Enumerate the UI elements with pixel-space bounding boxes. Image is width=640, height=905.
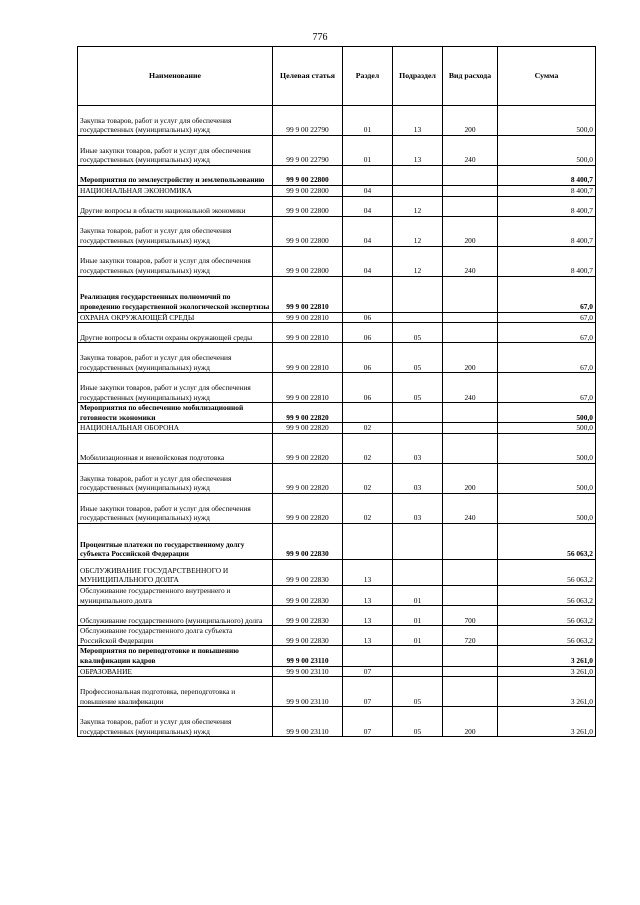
row-section: 13 <box>343 626 393 646</box>
table-row <box>78 707 596 737</box>
header-expense-type: Вид расхода <box>443 47 498 106</box>
row-subsection <box>393 276 443 312</box>
row-section: 02 <box>343 463 393 493</box>
row-section: 13 <box>343 559 393 585</box>
row-target: 99 9 00 22830 <box>273 523 343 559</box>
row-expense-type <box>443 186 498 197</box>
row-subsection: 03 <box>393 493 443 523</box>
row-section: 13 <box>343 606 393 626</box>
row-target: 99 9 00 22810 <box>273 343 343 373</box>
table-row <box>78 666 596 677</box>
row-section <box>343 523 393 559</box>
row-subsection: 05 <box>393 343 443 373</box>
table-row <box>78 196 596 216</box>
row-name: Мероприятия по обеспечению мобилизационной готовности экономики <box>78 403 273 423</box>
row-name: Закупка товаров, работ и услуг для обеспечения государственных (муниципальных) нужд <box>78 216 273 246</box>
row-section: 01 <box>343 136 393 166</box>
row-expense-type <box>443 666 498 677</box>
row-expense-type <box>443 585 498 605</box>
table-row <box>78 276 596 312</box>
row-name: Иные закупки товаров, работ и услуг для обеспечения государственных (муниципальных) нужд <box>78 493 273 523</box>
row-name: Другие вопросы в области охраны окружающей среды <box>78 323 273 343</box>
table-row <box>78 646 596 666</box>
table-row <box>78 373 596 403</box>
row-target: 99 9 00 22820 <box>273 423 343 434</box>
header-name: Наименование <box>78 47 273 106</box>
row-name: Иные закупки товаров, работ и услуг для обеспечения государственных (муниципальных) нужд <box>78 136 273 166</box>
row-subsection <box>393 646 443 666</box>
row-target: 99 9 00 22830 <box>273 606 343 626</box>
row-name: Закупка товаров, работ и услуг для обеспечения государственных (муниципальных) нужд <box>78 707 273 737</box>
row-subsection <box>393 403 443 423</box>
row-expense-type <box>443 559 498 585</box>
row-expense-type: 200 <box>443 106 498 136</box>
row-amount: 56 063,2 <box>498 585 596 605</box>
row-subsection: 03 <box>393 433 443 463</box>
row-section: 06 <box>343 343 393 373</box>
table-row <box>78 343 596 373</box>
row-expense-type: 200 <box>443 707 498 737</box>
row-name: Реализация государственных полномочий по проведению государственной экологической экспертизы <box>78 276 273 312</box>
row-name: Мероприятия по переподготовке и повышению квалификации кадров <box>78 646 273 666</box>
row-subsection <box>393 166 443 186</box>
budget-table <box>77 46 596 737</box>
row-section <box>343 276 393 312</box>
table-row <box>78 403 596 423</box>
row-expense-type: 700 <box>443 606 498 626</box>
row-expense-type <box>443 433 498 463</box>
row-section: 02 <box>343 433 393 463</box>
row-amount: 8 400,7 <box>498 186 596 197</box>
row-section <box>343 646 393 666</box>
row-expense-type <box>443 523 498 559</box>
row-amount: 500,0 <box>498 433 596 463</box>
row-target: 99 9 00 23110 <box>273 707 343 737</box>
row-section <box>343 403 393 423</box>
row-name: Профессиональная подготовка, переподготовка и повышение квалификации <box>78 677 273 707</box>
row-section: 01 <box>343 106 393 136</box>
row-subsection <box>393 523 443 559</box>
table-row <box>78 312 596 323</box>
row-amount: 3 261,0 <box>498 677 596 707</box>
row-expense-type: 200 <box>443 343 498 373</box>
row-subsection <box>393 559 443 585</box>
row-target: 99 9 00 22810 <box>273 312 343 323</box>
row-expense-type <box>443 276 498 312</box>
row-amount: 67,0 <box>498 312 596 323</box>
row-amount: 67,0 <box>498 276 596 312</box>
row-target: 99 9 00 22820 <box>273 403 343 423</box>
table-row <box>78 493 596 523</box>
row-name: ОБСЛУЖИВАНИЕ ГОСУДАРСТВЕННОГО И МУНИЦИПАЛЬНОГО ДОЛГА <box>78 559 273 585</box>
row-target: 99 9 00 22810 <box>273 276 343 312</box>
row-subsection: 01 <box>393 606 443 626</box>
row-amount: 500,0 <box>498 403 596 423</box>
row-amount: 56 063,2 <box>498 523 596 559</box>
header-section: Раздел <box>343 47 393 106</box>
row-expense-type <box>443 677 498 707</box>
row-subsection: 01 <box>393 626 443 646</box>
row-amount: 8 400,7 <box>498 216 596 246</box>
table-row <box>78 626 596 646</box>
table-body <box>78 106 596 737</box>
row-section: 06 <box>343 312 393 323</box>
table-row <box>78 136 596 166</box>
row-subsection: 05 <box>393 677 443 707</box>
table-row <box>78 433 596 463</box>
row-name: Процентные платежи по государственному долгу субъекта Российской Федерации <box>78 523 273 559</box>
row-name: Мобилизационная и вневойсковая подготовка <box>78 433 273 463</box>
table-row <box>78 186 596 197</box>
row-expense-type: 240 <box>443 136 498 166</box>
table-row <box>78 106 596 136</box>
table-row <box>78 166 596 186</box>
table-row <box>78 523 596 559</box>
row-target: 99 9 00 22800 <box>273 196 343 216</box>
row-amount: 500,0 <box>498 106 596 136</box>
row-target: 99 9 00 22820 <box>273 463 343 493</box>
row-section: 04 <box>343 246 393 276</box>
row-amount: 67,0 <box>498 343 596 373</box>
row-name: Мероприятия по землеустройству и землепользованию <box>78 166 273 186</box>
row-target: 99 9 00 22800 <box>273 166 343 186</box>
row-amount: 500,0 <box>498 136 596 166</box>
row-amount: 500,0 <box>498 493 596 523</box>
row-name: НАЦИОНАЛЬНАЯ ОБОРОНА <box>78 423 273 434</box>
row-target: 99 9 00 22820 <box>273 433 343 463</box>
row-section: 06 <box>343 323 393 343</box>
row-target: 99 9 00 23110 <box>273 646 343 666</box>
row-amount: 3 261,0 <box>498 707 596 737</box>
row-target: 99 9 00 22800 <box>273 216 343 246</box>
row-name: ОХРАНА ОКРУЖАЮЩЕЙ СРЕДЫ <box>78 312 273 323</box>
row-amount: 500,0 <box>498 423 596 434</box>
row-subsection: 12 <box>393 196 443 216</box>
row-expense-type: 240 <box>443 373 498 403</box>
row-name: Обслуживание государственного (муниципального) долга <box>78 606 273 626</box>
row-expense-type: 240 <box>443 246 498 276</box>
row-name: НАЦИОНАЛЬНАЯ ЭКОНОМИКА <box>78 186 273 197</box>
row-subsection: 13 <box>393 136 443 166</box>
row-section: 02 <box>343 493 393 523</box>
row-amount: 8 400,7 <box>498 196 596 216</box>
row-amount: 67,0 <box>498 323 596 343</box>
row-section: 04 <box>343 186 393 197</box>
table-row <box>78 423 596 434</box>
row-name: Иные закупки товаров, работ и услуг для обеспечения государственных (муниципальных) нужд <box>78 246 273 276</box>
row-name: Закупка товаров, работ и услуг для обеспечения государственных (муниципальных) нужд <box>78 106 273 136</box>
row-amount: 3 261,0 <box>498 646 596 666</box>
row-amount: 8 400,7 <box>498 246 596 276</box>
row-target: 99 9 00 22790 <box>273 106 343 136</box>
row-amount: 56 063,2 <box>498 606 596 626</box>
row-amount: 500,0 <box>498 463 596 493</box>
row-name: Закупка товаров, работ и услуг для обеспечения государственных (муниципальных) нужд <box>78 343 273 373</box>
page-number: 776 <box>312 32 328 43</box>
row-section: 04 <box>343 216 393 246</box>
row-expense-type: 200 <box>443 463 498 493</box>
row-subsection <box>393 186 443 197</box>
row-subsection: 05 <box>393 373 443 403</box>
row-expense-type: 720 <box>443 626 498 646</box>
table-row <box>78 463 596 493</box>
row-target: 99 9 00 23110 <box>273 666 343 677</box>
row-expense-type <box>443 196 498 216</box>
row-expense-type: 200 <box>443 216 498 246</box>
row-target: 99 9 00 22820 <box>273 493 343 523</box>
row-name: Обслуживание государственного внутреннего и муниципального долга <box>78 585 273 605</box>
row-subsection <box>393 423 443 434</box>
row-target: 99 9 00 22800 <box>273 246 343 276</box>
row-amount: 67,0 <box>498 373 596 403</box>
row-target: 99 9 00 22810 <box>273 323 343 343</box>
row-section: 07 <box>343 666 393 677</box>
row-target: 99 9 00 22800 <box>273 186 343 197</box>
row-subsection: 12 <box>393 216 443 246</box>
row-name: Иные закупки товаров, работ и услуг для обеспечения государственных (муниципальных) нужд <box>78 373 273 403</box>
table-row <box>78 677 596 707</box>
row-subsection <box>393 312 443 323</box>
table-row <box>78 246 596 276</box>
table-header-row <box>78 47 596 106</box>
row-subsection: 01 <box>393 585 443 605</box>
row-expense-type <box>443 312 498 323</box>
table-row <box>78 606 596 626</box>
row-expense-type <box>443 166 498 186</box>
row-subsection <box>393 666 443 677</box>
row-target: 99 9 00 22830 <box>273 585 343 605</box>
row-section: 06 <box>343 373 393 403</box>
row-target: 99 9 00 23110 <box>273 677 343 707</box>
row-amount: 3 261,0 <box>498 666 596 677</box>
row-target: 99 9 00 22830 <box>273 559 343 585</box>
row-section: 13 <box>343 585 393 605</box>
row-target: 99 9 00 22810 <box>273 373 343 403</box>
row-subsection: 03 <box>393 463 443 493</box>
row-section: 04 <box>343 196 393 216</box>
row-section: 07 <box>343 707 393 737</box>
row-expense-type: 240 <box>443 493 498 523</box>
header-target: Целевая статья <box>273 47 343 106</box>
row-name: Другие вопросы в области национальной экономики <box>78 196 273 216</box>
row-section: 07 <box>343 677 393 707</box>
row-name: Закупка товаров, работ и услуг для обеспечения государственных (муниципальных) нужд <box>78 463 273 493</box>
row-subsection: 13 <box>393 106 443 136</box>
table-row <box>78 323 596 343</box>
table-row <box>78 559 596 585</box>
row-expense-type <box>443 423 498 434</box>
row-expense-type <box>443 323 498 343</box>
row-expense-type <box>443 403 498 423</box>
row-section: 02 <box>343 423 393 434</box>
row-amount: 56 063,2 <box>498 559 596 585</box>
row-subsection: 05 <box>393 323 443 343</box>
header-amount: Сумма <box>498 47 596 106</box>
row-section <box>343 166 393 186</box>
row-amount: 56 063,2 <box>498 626 596 646</box>
row-target: 99 9 00 22830 <box>273 626 343 646</box>
row-target: 99 9 00 22790 <box>273 136 343 166</box>
row-subsection: 05 <box>393 707 443 737</box>
header-subsection: Подраздел <box>393 47 443 106</box>
table-row <box>78 216 596 246</box>
row-expense-type <box>443 646 498 666</box>
row-name: Обслуживание государственного долга субъекта Российской Федерации <box>78 626 273 646</box>
table-row <box>78 585 596 605</box>
row-subsection: 12 <box>393 246 443 276</box>
row-name: ОБРАЗОВАНИЕ <box>78 666 273 677</box>
row-amount: 8 400,7 <box>498 166 596 186</box>
